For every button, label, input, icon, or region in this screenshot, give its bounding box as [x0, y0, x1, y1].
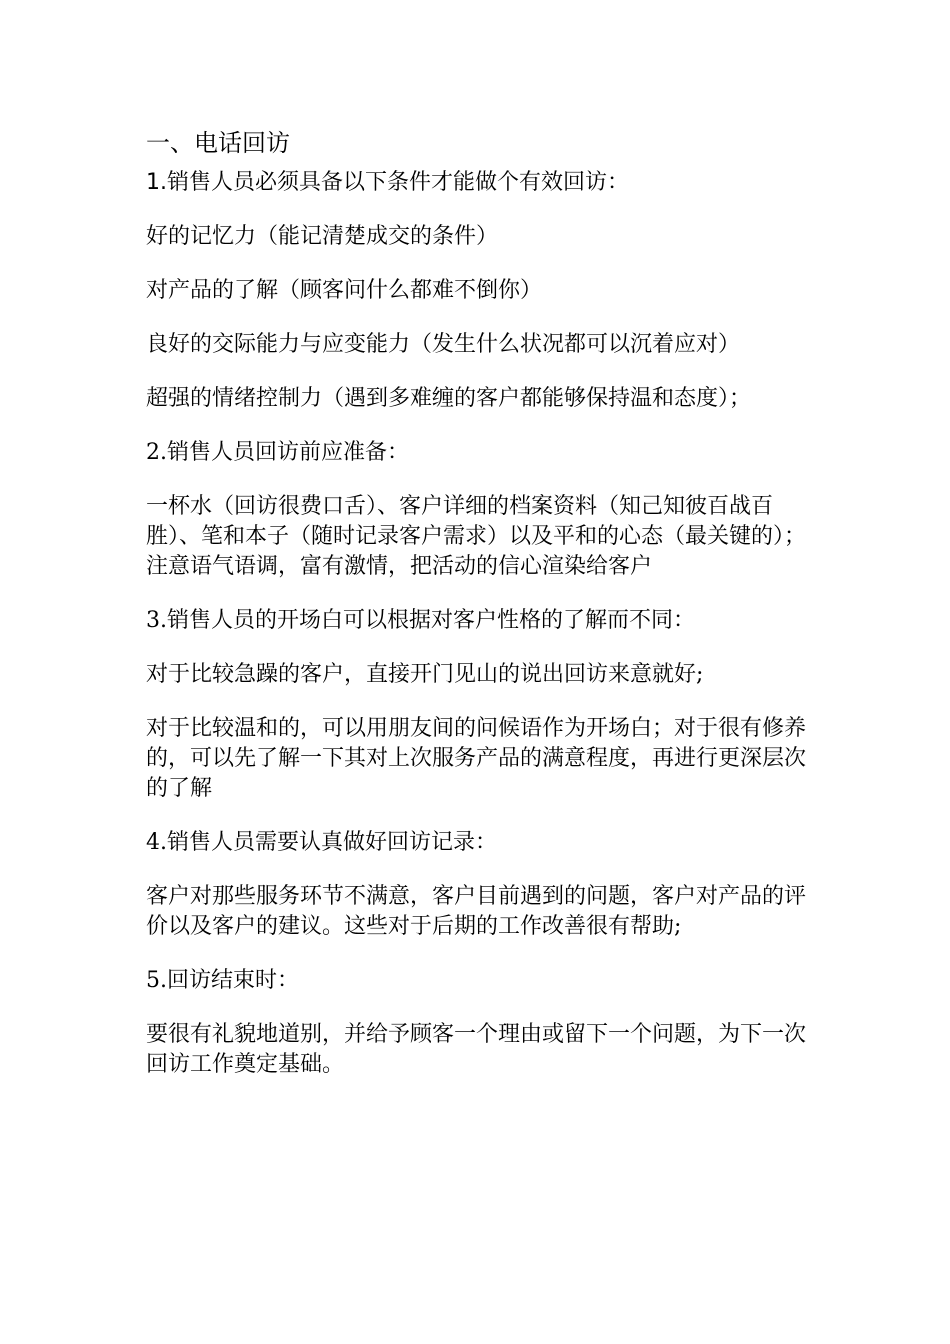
- paragraph-record-items: 客户对那些服务环节不满意，客户目前遇到的问题，客户对产品的评价以及客户的建议。这些对于后期的工作改善很有帮助;: [146, 884, 807, 939]
- paragraph-opening-title: 3.销售人员的开场白可以根据对客户性格的了解而不同：: [146, 608, 695, 633]
- paragraph-preparation-items: 一杯水（回访很费口舌）、客户详细的档案资料（知己知彼百战百胜）、笔和本子（随时记录客户需求）以及平和的心态（最关键的）；注意语气语调，富有激情，把活动的信心渲染给客户: [146, 494, 807, 579]
- paragraph-closing-items: 要很有礼貌地道别，并给予顾客一个理由或留下一个问题，为下一次回访工作奠定基础。: [146, 1022, 807, 1077]
- document-body: [146, 126, 806, 1104]
- paragraph-communication: 良好的交际能力与应变能力（发生什么状况都可以沉着应对）: [146, 332, 741, 357]
- paragraph-gentle-customer: 对于比较温和的，可以用朋友间的问候语作为开场白；对于很有修养的，可以先了解一下其对上次服务产品的满意程度，再进行更深层次的了解: [146, 716, 807, 801]
- paragraph-impatient-customer: 对于比较急躁的客户，直接开门见山的说出回访来意就好;: [146, 662, 704, 687]
- paragraph-requirements-title: 1.销售人员必须具备以下条件才能做个有效回访：: [146, 170, 629, 195]
- paragraph-closing-title: 5.回访结束时：: [146, 968, 299, 993]
- section-heading: 一、电话回访: [146, 129, 290, 157]
- paragraph-preparation-title: 2.销售人员回访前应准备：: [146, 440, 409, 465]
- paragraph-memory: 好的记忆力（能记清楚成交的条件）: [146, 224, 499, 249]
- paragraph-emotion-control: 超强的情绪控制力（遇到多难缠的客户都能够保持温和态度）；: [146, 386, 752, 411]
- paragraph-record-title: 4.销售人员需要认真做好回访记录：: [146, 830, 497, 855]
- paragraph-product-knowledge: 对产品的了解（顾客问什么都难不倒你）: [146, 278, 543, 303]
